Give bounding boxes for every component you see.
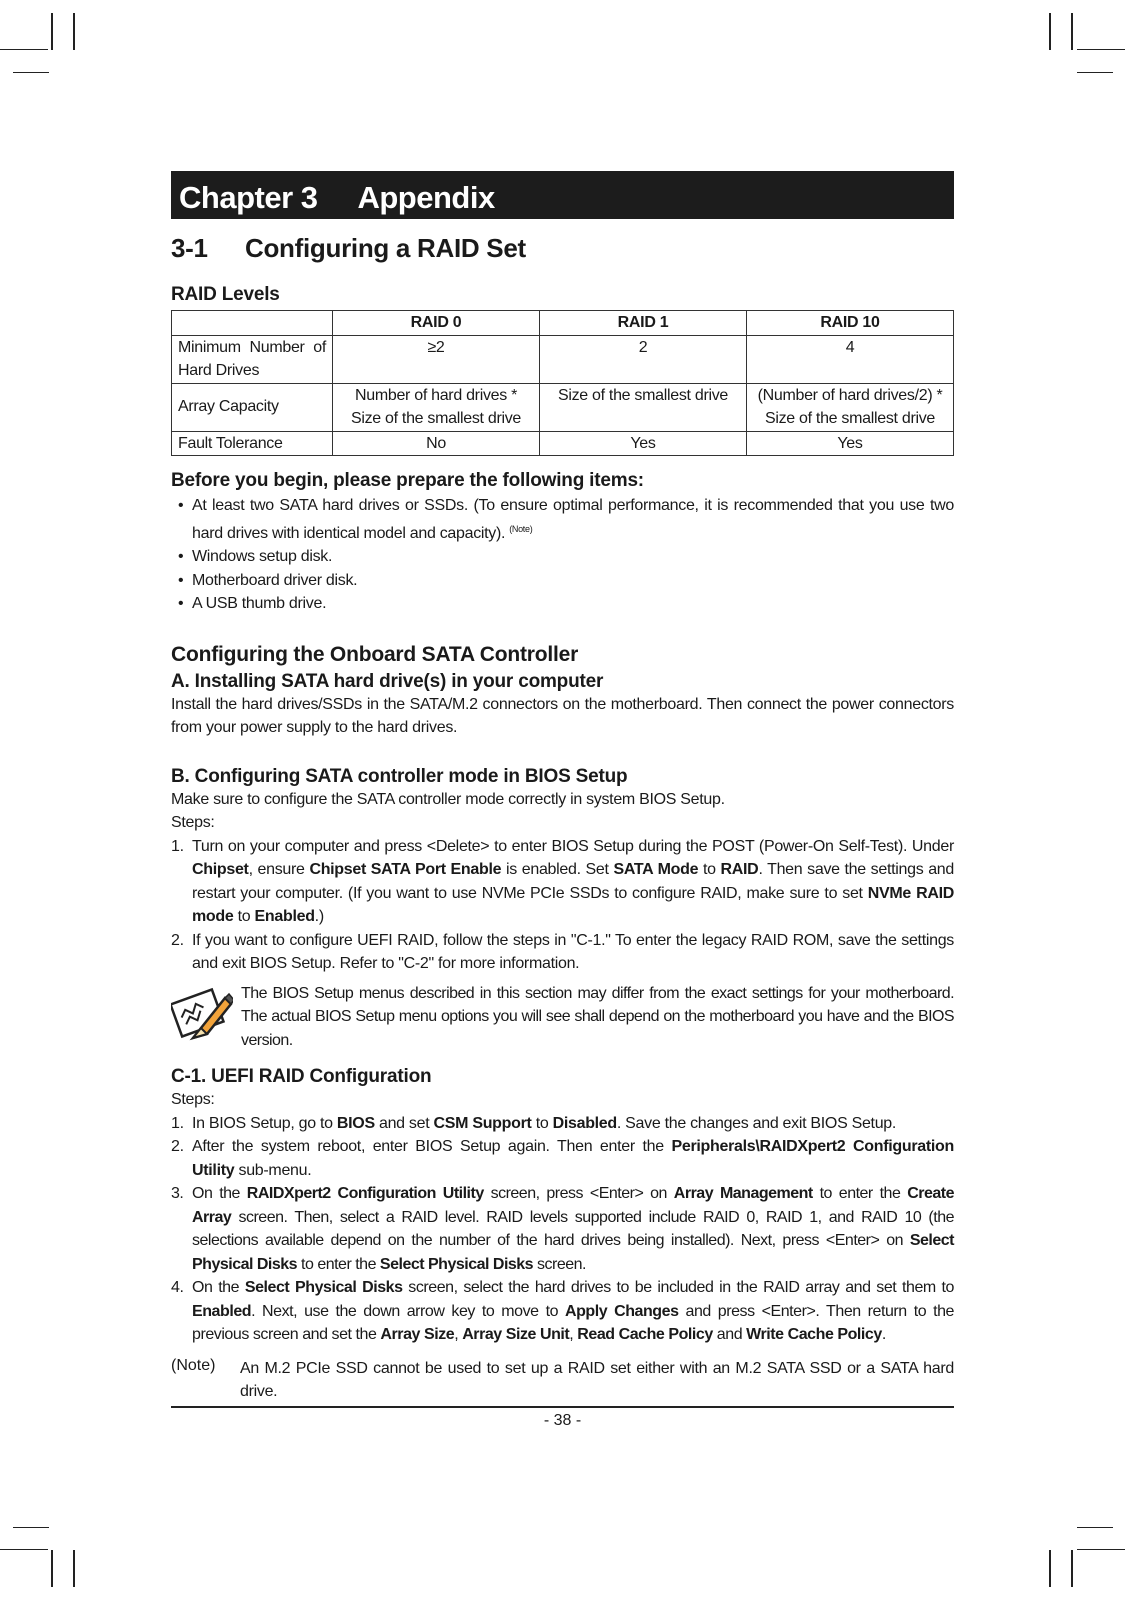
table-header-cell	[172, 311, 333, 336]
step-number: 2.	[171, 1138, 184, 1155]
table-cell: 4	[747, 335, 954, 383]
page-content	[171, 171, 954, 1430]
section-title-text: Configuring a RAID Set	[245, 233, 526, 263]
step-number: 1.	[171, 837, 184, 855]
footnote-text: An M.2 PCIe SSD cannot be used to set up a RAID set either with an M.2 SATA SSD or a SATA hard drive.	[240, 1359, 954, 1400]
footer-rule	[171, 1406, 954, 1408]
step-number: 1.	[171, 1114, 184, 1132]
crop-mark	[0, 1549, 48, 1550]
raid-levels-heading: RAID Levels	[171, 284, 280, 305]
table-cell: No	[333, 431, 540, 456]
list-item: • A USB thumb drive.	[171, 592, 954, 616]
onboard-heading: Configuring the Onboard SATA Controller	[171, 642, 579, 666]
table-cell: Yes	[747, 431, 954, 456]
subsection-a-heading: A. Installing SATA hard drive(s) in your computer	[171, 670, 604, 692]
chapter-header	[171, 171, 954, 219]
table-row	[172, 383, 954, 431]
list-item-text: At least two SATA hard drives or SSDs. (To ensure optimal performance, it is recommended that you use two hard drives with identical model and capacity).	[192, 497, 954, 542]
crop-mark	[13, 1527, 49, 1528]
uefi-heading: C-1. UEFI RAID Configuration	[171, 1066, 432, 1087]
table-cell-label: Fault Tolerance	[172, 431, 333, 456]
steps-label: Steps:	[171, 814, 215, 831]
footnote-label: (Note)	[171, 1356, 216, 1374]
crop-mark	[51, 1550, 53, 1587]
chapter-number: Chapter 3	[179, 180, 318, 215]
bios-steps-list	[171, 835, 954, 976]
uefi-steps-list	[171, 1112, 954, 1347]
list-item: • Motherboard driver disk.	[171, 569, 954, 593]
table-cell-label: Array Capacity	[172, 383, 333, 431]
table-cell: Yes	[540, 431, 747, 456]
note-reference: (Note)	[509, 523, 533, 534]
crop-mark	[73, 1550, 75, 1587]
list-item-text: If you want to configure UEFI RAID, follow the steps in "C-1." To enter the legacy RAID ROM, save the settings and exit BIOS Setup. Refer to "C-2" for more information.	[192, 931, 954, 972]
table-row	[172, 335, 954, 383]
table-header-row	[172, 311, 954, 336]
list-item	[171, 494, 954, 545]
steps-label: Steps:	[171, 1091, 215, 1108]
footnote	[171, 1357, 954, 1404]
list-item: • Windows setup disk.	[171, 545, 954, 569]
section-number: 3-1	[171, 233, 208, 263]
list-item	[171, 929, 954, 976]
crop-mark	[0, 49, 48, 50]
crop-mark	[1049, 13, 1051, 50]
section-title	[171, 233, 954, 264]
note-pencil-icon	[171, 982, 241, 1053]
crop-mark	[1071, 1550, 1073, 1587]
subsection-b-heading: B. Configuring SATA controller mode in BIOS Setup	[171, 765, 628, 787]
crop-mark	[1077, 1549, 1125, 1550]
table-row	[172, 431, 954, 456]
subsection-a-text: Install the hard drives/SSDs in the SATA/M.2 connectors on the motherboard. Then connect the power connectors from your power supply to the hard drives.	[171, 695, 954, 736]
table-header-cell: RAID 1	[540, 311, 747, 336]
note-box	[171, 982, 954, 1053]
crop-mark	[1049, 1550, 1051, 1587]
table-cell: (Number of hard drives/2) * Size of the smallest drive	[747, 383, 954, 431]
crop-mark	[1071, 13, 1073, 50]
step-number: 3.	[171, 1185, 184, 1202]
step-number: 2.	[171, 931, 184, 949]
table-cell-label: Minimum Number of Hard Drives	[172, 335, 333, 383]
prepare-list	[171, 494, 954, 616]
crop-mark	[73, 13, 75, 50]
list-item: 2. After the system reboot, enter BIOS Setup again. Then enter the Peripherals\RAIDXpert2 Configuration Utility sub-menu.	[171, 1135, 954, 1182]
table-header-cell: RAID 0	[333, 311, 540, 336]
crop-mark	[1077, 72, 1113, 73]
prepare-heading: Before you begin, please prepare the following items:	[171, 470, 644, 491]
step-number: 4.	[171, 1279, 184, 1296]
subsection-b-text: Make sure to configure the SATA controller mode correctly in system BIOS Setup.	[171, 790, 725, 808]
list-item: 1. In BIOS Setup, go to BIOS and set CSM Support to Disabled. Save the changes and exit BIOS Setup.	[171, 1112, 954, 1136]
table-cell: ≥2	[333, 335, 540, 383]
crop-mark	[51, 13, 53, 50]
table-cell: Size of the smallest drive	[540, 383, 747, 431]
raid-levels-table	[171, 310, 954, 456]
crop-mark	[1077, 1527, 1113, 1528]
note-text: The BIOS Setup menus described in this section may differ from the exact settings for your motherboard. The actual BIOS Setup menu options you will see shall depend on the motherboard you have and the BIOS version.	[241, 984, 954, 1049]
list-item: 1. Turn on your computer and press <Delete> to enter BIOS Setup during the POST (Power-On Self-Test). Under Chipset, ensure Chipset SATA Port Enable is enabled. Set SATA Mode to RAID. Then save the settings and restart your computer. (If you want to use NVMe PCIe SSDs to configure RAID, make sure to set NVMe RAID mode to Enabled.)	[171, 835, 954, 929]
table-cell: Number of hard drives * Size of the smallest drive	[333, 383, 540, 431]
table-header-cell: RAID 10	[747, 311, 954, 336]
crop-mark	[1077, 49, 1125, 50]
list-item: 4. On the Select Physical Disks screen, select the hard drives to be included in the RAID array and set them to Enabled. Next, use the down arrow key to move to Apply Changes and press <Enter>. Then return to the previous screen and set the Array Size, Array Size Unit, Read Cache Policy and Write Cache Policy.	[171, 1276, 954, 1347]
chapter-title: Appendix	[357, 180, 495, 215]
table-cell: 2	[540, 335, 747, 383]
page-number: - 38 -	[543, 1411, 582, 1429]
crop-mark	[13, 72, 49, 73]
list-item: 3. On the RAIDXpert2 Configuration Utility screen, press <Enter> on Array Management to enter the Create Array screen. Then, select a RAID level. RAID levels supported include RAID 0, RAID 1, and RAID 10 (the selections available depend on the number of the hard drives being installed). Next, press <Enter> on Select Physical Disks to enter the Select Physical Disks screen.	[171, 1182, 954, 1276]
